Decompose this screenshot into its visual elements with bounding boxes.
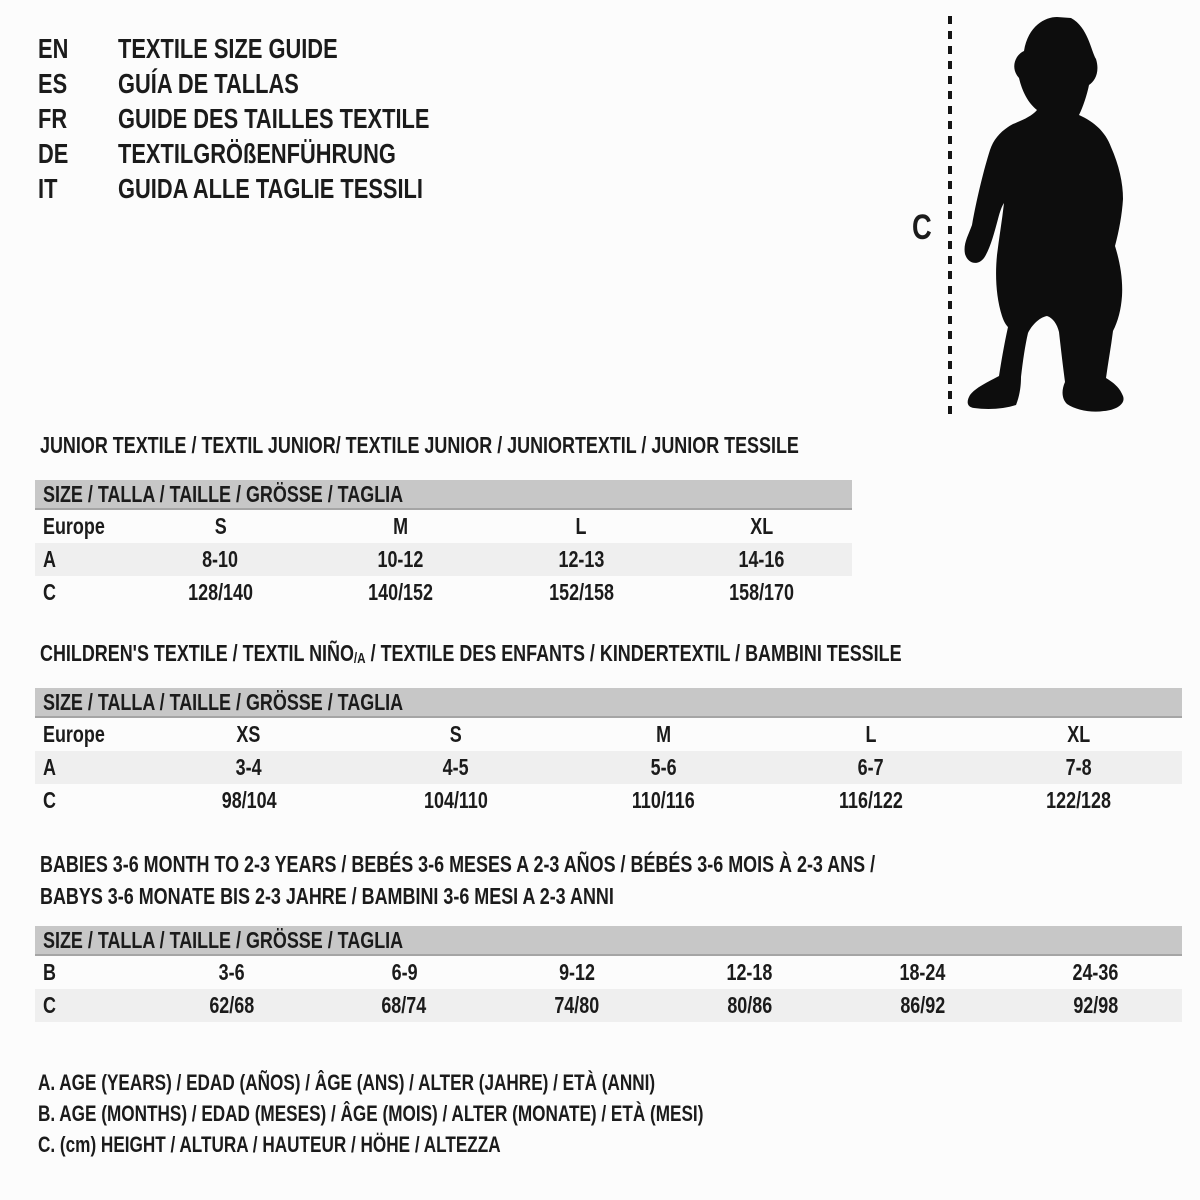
value-cell: 18-24 [899,959,946,985]
value-cell: M [393,513,409,539]
row-label-cell: C [43,787,56,813]
height-label-c: C [912,208,932,247]
language-code: DE [38,137,69,169]
size-header-bar: SIZE / TALLA / TAILLE / GRÖSSE / TAGLIA [35,926,1182,956]
value-cell: M [656,721,671,747]
row-label-cell: A [43,754,56,780]
value-cell: XL [1066,721,1090,747]
language-title-list [38,31,517,206]
junior-section-title: JUNIOR TEXTILE / TEXTIL JUNIOR/ TEXTILE JUNIOR / JUNIORTEXTIL / JUNIOR TESSILE [40,432,799,458]
children-size-table [35,688,1182,817]
table-row [35,784,1182,817]
value-cell: 74/80 [554,992,600,1018]
value-cell: 8-10 [202,546,239,572]
language-row-it [38,171,517,206]
row-label-cell: A [43,546,56,572]
language-row-de [38,136,517,171]
table-row [35,751,1182,784]
value-cell: 122/128 [1045,787,1111,813]
legend [38,1067,891,1160]
value-cell: 98/104 [221,787,277,813]
row-label-cell: Europe [43,721,105,747]
babies-section-title: BABIES 3-6 MONTH TO 2-3 YEARS / BEBÉS 3-6 MESES A 2-3 AÑOS / BÉBÉS 3-6 MOIS À 2-3 ANS / BABYS 3-6 MONATE BIS 2-3 JAHRE / BAMBINI 3-6 MESI A 2-3 ANNI [40,851,876,909]
toddler-silhouette-icon [963,15,1143,417]
value-cell: 10-12 [377,546,424,572]
value-cell: 80/86 [727,992,773,1018]
value-cell: 3-4 [235,754,262,780]
value-cell: 86/92 [900,992,946,1018]
language-row-en [38,31,517,66]
table-row [35,718,1182,751]
language-row-es [38,66,517,101]
legend-line-c: C. (cm) HEIGHT / ALTURA / HAUTEUR / HÖHE / ALTEZZA [38,1132,501,1157]
table-row [35,989,1182,1022]
language-code: EN [38,32,69,64]
value-cell: 110/116 [632,787,695,813]
value-cell: L [575,513,587,539]
language-title: GUIDA ALLE TAGLIE TESSILI [118,172,423,204]
value-cell: 12-13 [558,546,605,572]
table-row [35,543,852,576]
value-cell: L [865,721,877,747]
value-cell: 62/68 [208,992,254,1018]
value-cell: 104/110 [424,787,489,813]
language-title: GUÍA DE TALLAS [118,67,299,99]
value-cell: 6-7 [857,754,884,780]
value-cell: 116/122 [838,787,903,813]
value-cell: 128/140 [187,579,253,605]
table-row [35,576,852,609]
language-title: GUIDE DES TAILLES TEXTILE [118,102,430,134]
value-cell: 7-8 [1065,754,1092,780]
value-cell: 24-36 [1072,959,1119,985]
babies-size-table [35,926,1182,1022]
value-cell: 3-6 [218,959,245,985]
value-cell: 5-6 [650,754,677,780]
value-cell: 6-9 [391,959,418,985]
value-cell: 140/152 [368,579,434,605]
legend-line-b: B. AGE (MONTHS) / EDAD (MESES) / ÂGE (MOIS) / ALTER (MONATE) / ETÀ (MESI) [38,1101,704,1126]
title-subscript: /A [353,650,366,667]
row-label-cell: Europe [43,513,105,539]
value-cell: XS [236,721,261,747]
value-cell: S [214,513,227,539]
language-row-fr [38,101,517,136]
junior-size-table [35,480,852,609]
value-cell: 152/158 [548,579,614,605]
value-cell: 68/74 [381,992,427,1018]
row-label-cell: B [43,959,56,985]
value-cell: 9-12 [559,959,596,985]
children-section-title: CHILDREN'S TEXTILE / TEXTIL NIÑO/A / TEXTILE DES ENFANTS / KINDERTEXTIL / BAMBINI TESSILE [40,640,902,667]
value-cell: 92/98 [1073,992,1119,1018]
language-code: ES [38,67,68,99]
row-label-cell: C [43,579,56,605]
legend-line-a: A. AGE (YEARS) / EDAD (AÑOS) / ÂGE (ANS) / ALTER (JAHRE) / ETÀ (ANNI) [38,1070,656,1095]
size-header-bar: SIZE / TALLA / TAILLE / GRÖSSE / TAGLIA [35,480,852,510]
row-label-cell: C [43,992,56,1018]
table-row [35,510,852,543]
value-cell: 4-5 [443,754,470,780]
value-cell: 12-18 [726,959,773,985]
language-code: IT [38,172,58,204]
value-cell: 14-16 [738,546,785,572]
size-header-bar: SIZE / TALLA / TAILLE / GRÖSSE / TAGLIA [35,688,1182,718]
table-row [35,956,1182,989]
language-title: TEXTILGRÖßENFÜHRUNG [118,137,396,169]
value-cell: S [450,721,463,747]
language-title: TEXTILE SIZE GUIDE [118,32,338,64]
value-cell: 158/170 [729,579,795,605]
value-cell: XL [750,513,774,539]
height-dashed-line [948,16,952,415]
language-code: FR [38,102,68,134]
